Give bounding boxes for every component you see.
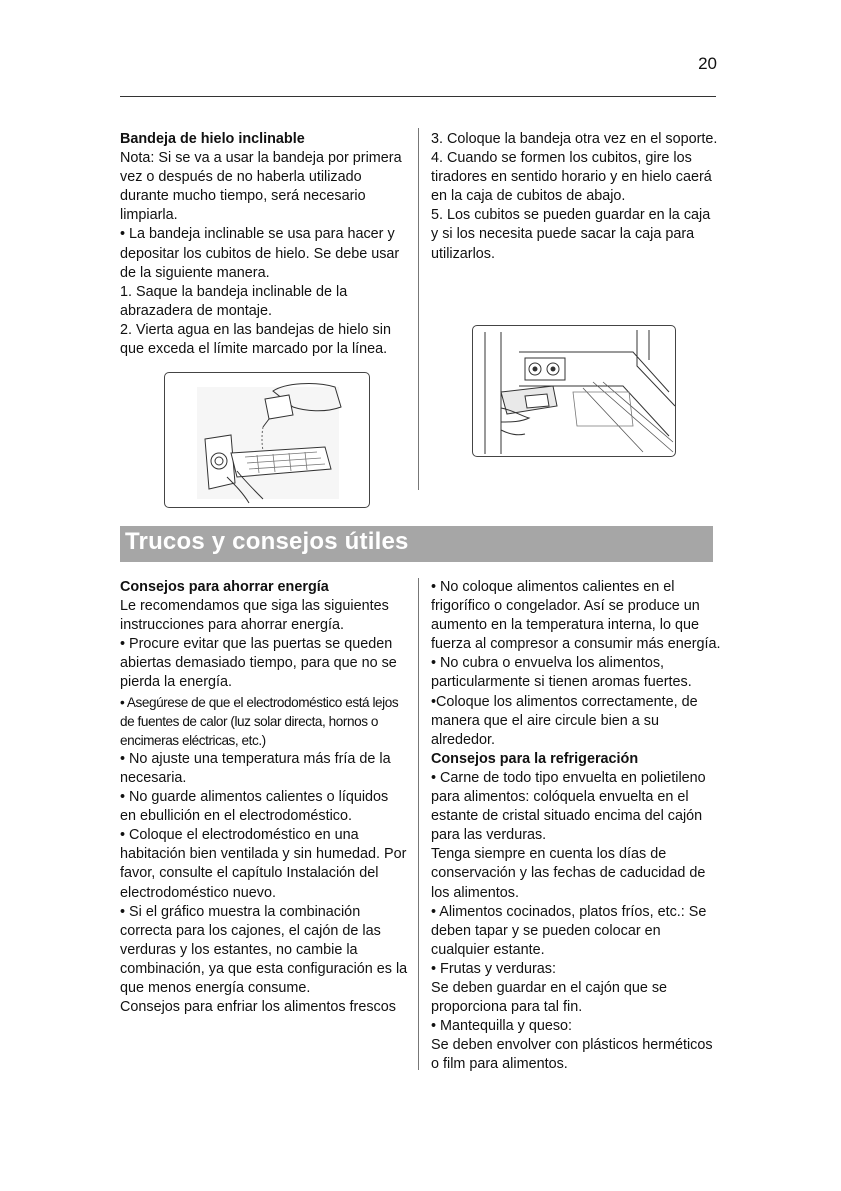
- ice-tray-instructions-left: [120, 130, 408, 359]
- paragraph: • Si el gráfico muestra la combinación correcta para los cajones, el cajón de las verduras y los estantes, no cambie la combinación, ya que esta configuración es la que menos energía consume.: [120, 903, 408, 996]
- paragraph: 2. Vierta agua en las bandejas de hielo sin que exceda el límite marcado por la línea.: [120, 321, 391, 358]
- paragraph: 3. Coloque la bandeja otra vez en el soporte.: [431, 131, 718, 147]
- energy-saving-tips-left: [120, 578, 408, 1017]
- paragraph: • Carne de todo tipo envuelta en polietileno para alimentos: colóquela envuelta en el estante de cristal situado encima del cajón para las verduras.: [431, 769, 706, 844]
- paragraph: • Asegúrese de que el electrodoméstico está lejos de fuentes de calor (luz solar directa, hornos o encimeras eléctricas, etc.): [120, 694, 399, 748]
- paragraph: • Frutas y verduras:: [431, 960, 556, 977]
- section-heading: Consejos para ahorrar energía: [120, 579, 329, 595]
- section-heading: Consejos para la refrigeración: [431, 750, 639, 767]
- paragraph: 1. Saque la bandeja inclinable de la abrazadera de montaje.: [120, 283, 348, 319]
- section-banner-title: Trucos y consejos útiles: [125, 528, 409, 555]
- paragraph: Tenga siempre en cuenta los días de conservación y las fechas de caducidad de los alimentos.: [431, 846, 706, 901]
- paragraph: 5. Los cubitos se pueden guardar en la caja y si los necesita puede sacar la caja para utilizarlos.: [431, 207, 711, 262]
- paragraph: Le recomendamos que siga las siguientes instrucciones para ahorrar energía.: [120, 598, 389, 634]
- paragraph: • No cubra o envuelva los alimentos, particularmente si tienen aromas fuertes. •Coloque los alimentos correctamente, de manera que el aire circule bien a su alrededor.: [431, 655, 698, 748]
- column-divider-top: [418, 128, 419, 490]
- section-heading: Bandeja de hielo inclinable: [120, 131, 305, 147]
- paragraph: • Mantequilla y queso:: [431, 1018, 573, 1035]
- column-divider-bottom: [418, 578, 419, 1070]
- paragraph: Nota: Si se va a usar la bandeja por primera vez o después de no haberla utilizado durante mucho tiempo, será necesario limpiarla.: [120, 150, 402, 224]
- paragraph: 4. Cuando se formen los cubitos, gire los tiradores en sentido horario y en hielo caerá en la caja de cubitos de abajo.: [431, 150, 712, 205]
- paragraph: • No coloque alimentos calientes en el frigorífico o congelador. Así se produce un aumento en la temperatura interna, lo que fuerza al compresor a consumir más energía.: [431, 579, 721, 653]
- ice-maker-drawer-illustration: [472, 325, 676, 457]
- paragraph: Se deben envolver con plásticos herméticos o film para alimentos.: [431, 1037, 713, 1073]
- paragraph: • Procure evitar que las puertas se queden abiertas demasiado tiempo, para que no se pierda la energía.: [120, 636, 397, 691]
- paragraph: Se deben guardar en el cajón que se proporciona para tal fin.: [431, 979, 668, 1016]
- page-number: 20: [698, 54, 717, 73]
- paragraph: • No guarde alimentos calientes o líquidos en ebullición en el electrodoméstico.: [120, 789, 389, 825]
- ice-tray-filling-illustration: [164, 372, 370, 508]
- paragraph: Consejos para enfriar los alimentos frescos: [120, 999, 396, 1016]
- refrigeration-tips-right: [431, 578, 721, 1074]
- section-banner: [120, 526, 713, 562]
- paragraph: • Coloque el electrodoméstico en una habitación bien ventilada y sin humedad. Por favor, consulte el capítulo Instalación del electrodoméstico nuevo.: [120, 827, 407, 901]
- ice-tray-instructions-right: [431, 130, 721, 264]
- paragraph: • Alimentos cocinados, platos fríos, etc.: Se deben tapar y se pueden colocar en cualquier estante.: [431, 903, 707, 958]
- paragraph: • La bandeja inclinable se usa para hacer y depositar los cubitos de hielo. Se debe usar de la siguiente manera.: [120, 226, 400, 281]
- paragraph: • No ajuste una temperatura más fría de la necesaria.: [120, 750, 391, 786]
- header-rule: [120, 96, 716, 97]
